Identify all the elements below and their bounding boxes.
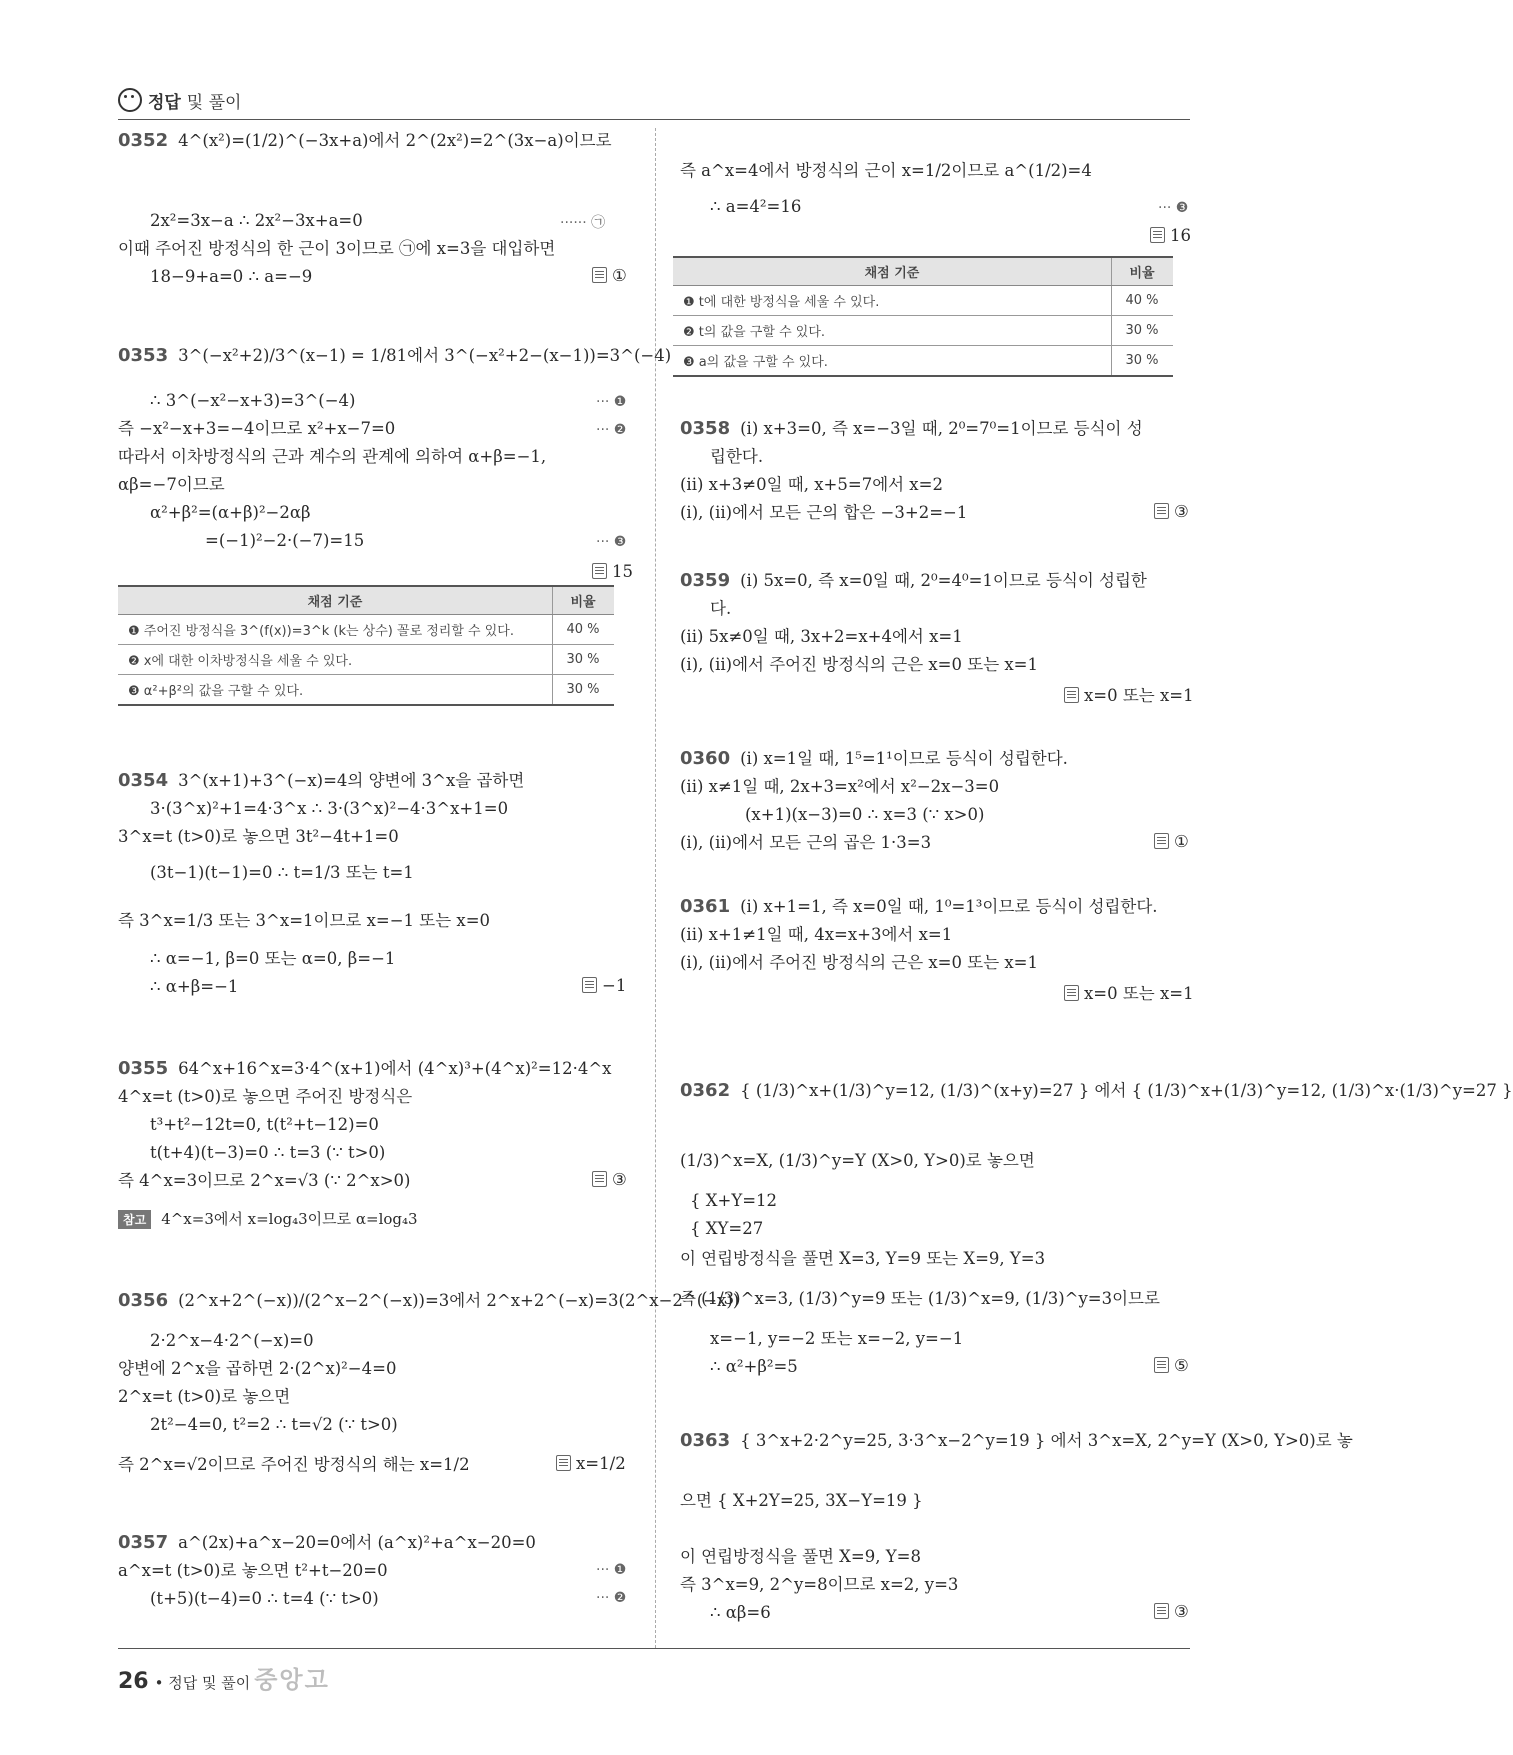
line-text: (ii) x≠1일 때, 2x+3=x²에서 x²−2x−3=0 [680,777,1000,796]
solution-line [150,1330,314,1352]
solution-line [118,474,225,496]
line-text: x=−1, y=−2 또는 x=−2, y=−1 [710,1329,964,1348]
criteria-cell: ❷ t의 값을 구할 수 있다. [673,316,1112,346]
line-text: 즉 4^x=3이므로 2^x=√3 (∵ 2^x>0) [118,1171,411,1190]
step-marker: ··· ❷ [596,422,627,438]
problem-number: 0356 [118,1290,169,1311]
line-text: (i) x+1=1, 즉 x=0일 때, 1⁰=1³이므로 등식이 성립한다. [740,897,1158,916]
problem-number: 0352 [118,130,169,151]
table-head-criteria: 채점 기준 [118,586,553,615]
answer-icon [1064,985,1079,1001]
problem-line [680,1080,1513,1102]
footer-rule [118,1648,1190,1649]
line-text: (ii) x+3≠0일 때, x+5=7에서 x=2 [680,475,943,494]
solution-line [118,1560,388,1582]
solution-line [150,862,414,884]
header-rule [118,119,1190,120]
answer-icon [1154,503,1169,519]
solution-line [150,210,363,232]
solution-line [680,1150,1035,1172]
solution-line [118,1086,412,1108]
line-text: ∴ αβ=6 [710,1603,771,1622]
answer-text: ③ [1174,1602,1189,1621]
step-marker: ······ ㉠ [560,215,606,231]
solution-line [150,1588,379,1610]
problem-line [680,896,1158,918]
page-number: 26 [118,1669,149,1694]
answer-text: ③ [1174,502,1189,521]
problem-line [680,1430,1353,1452]
table-head-ratio: 비율 [1112,257,1174,286]
step-marker: ··· ❷ [596,1590,627,1606]
answer-mark [1154,1602,1189,1621]
line-text: (3t−1)(t−1)=0 ∴ t=1/3 또는 t=1 [150,863,414,882]
line-text: { (1/3)^x+(1/3)^y=12, (1/3)^(x+y)=27 } 에서 { (1/3)^x+(1/3)^y=12, (1/3)^x·(1/3)^y=27 } [740,1081,1513,1100]
answer-text: x=0 또는 x=1 [1084,984,1194,1003]
line-text: 즉 (1/3)^x=3, (1/3)^y=9 또는 (1/3)^x=9, (1/3)^y=3이므로 [680,1289,1160,1308]
solution-line [680,1490,923,1512]
solution-line [690,1190,777,1212]
line-text: 4^(x²)=(1/2)^(−3x+a)에서 2^(2x²)=2^(3x−a)이므로 [178,131,612,150]
answer-mark [592,562,633,581]
line-text: 즉 3^x=9, 2^y=8이므로 x=2, y=3 [680,1575,959,1594]
line-text: 이 연립방정식을 풀면 X=9, Y=8 [680,1547,921,1566]
line-text: t³+t²−12t=0, t(t²+t−12)=0 [150,1115,379,1134]
criteria-cell: ❶ 주어진 방정식을 3^(f(x))=3^k (k는 상수) 꼴로 정리할 수 있다. [118,615,553,645]
line-text: (2^x+2^(−x))/(2^x−2^(−x))=3에서 2^x+2^(−x)=3(2^x−2^(−x)) [178,1291,740,1310]
line-text: 2t²−4=0, t²=2 ∴ t=√2 (∵ t>0) [150,1415,398,1434]
table-row [118,645,614,675]
line-text: { X+Y=12 [690,1191,778,1210]
line-text: a^x=t (t>0)로 놓으면 t²+t−20=0 [118,1561,388,1580]
criteria-cell: ❶ t에 대한 방정식을 세울 수 있다. [673,286,1112,316]
line-text: 으면 { X+2Y=25, 3X−Y=19 } [680,1491,923,1510]
page-footer [118,1660,330,1695]
table-row [673,316,1173,346]
line-text: 18−9+a=0 ∴ a=−9 [150,267,313,286]
line-text: 2·2^x−4·2^(−x)=0 [150,1331,314,1350]
line-text: 즉 −x²−x+3=−4이므로 x²+x−7=0 [118,419,396,438]
problem-number: 0359 [680,570,731,591]
line-text: (i) x=1일 때, 1⁵=1¹이므로 등식이 성립한다. [740,749,1068,768]
solution-line [680,952,1038,974]
solution-line [680,654,1038,676]
step-marker: ··· ❶ [596,1562,627,1578]
line-text: 따라서 이차방정식의 근과 계수의 관계에 의하여 α+β=−1, [118,447,547,466]
solution-line [118,1386,290,1408]
answer-icon [1154,1357,1169,1373]
solution-line [118,910,490,932]
line-text: 이때 주어진 방정식의 한 근이 3이므로 ㉠에 x=3을 대입하면 [118,239,556,258]
solution-line [150,1142,385,1164]
line-text: (ii) 5x≠0일 때, 3x+2=x+4에서 x=1 [680,627,963,646]
line-text: ∴ α²+β²=5 [710,1357,798,1376]
answer-mark [592,1170,627,1189]
answer-icon [592,267,607,283]
line-text: ∴ a=4²=16 [710,197,802,216]
line-text: 이 연립방정식을 풀면 X=3, Y=9 또는 X=9, Y=3 [680,1249,1046,1268]
table-row [673,346,1173,377]
reference-note [118,1208,418,1229]
answer-mark [592,266,627,285]
line-text: αβ=−7이므로 [118,475,225,494]
answer-icon [1154,1603,1169,1619]
answer-mark [1064,682,1194,706]
line-text: (i), (ii)에서 모든 근의 합은 −3+2=−1 [680,503,968,522]
problem-line [118,1058,611,1080]
solution-line [150,1114,379,1136]
solution-line [150,266,312,288]
solution-line [745,804,984,826]
line-text: (i), (ii)에서 주어진 방정식의 근은 x=0 또는 x=1 [680,655,1039,674]
answer-mark [1154,1356,1189,1375]
table-head-ratio: 비율 [553,586,615,615]
answer-icon [1150,227,1165,243]
answer-text: 16 [1170,226,1191,245]
table-head-criteria: 채점 기준 [673,257,1112,286]
answer-icon [592,1171,607,1187]
problem-line [680,748,1068,770]
answer-icon [1064,687,1079,703]
ratio-cell: 30 % [553,675,615,706]
line-text: 3·(3^x)²+1=4·3^x ∴ 3·(3^x)²−4·3^x+1=0 [150,799,509,818]
problem-line [118,770,524,792]
answer-icon [556,1455,571,1471]
answer-text: 15 [612,562,633,581]
solution-line [118,1454,470,1476]
line-text: { XY=27 [690,1219,764,1238]
solution-line [680,924,952,946]
line-text: 립한다. [710,447,764,466]
solution-line [710,1356,798,1378]
solution-line [118,238,555,260]
line-text: α²+β²=(α+β)²−2αβ [150,503,311,522]
answer-text: ⑤ [1174,1356,1189,1375]
solution-line [118,446,546,468]
line-text: { 3^x+2·2^y=25, 3·3^x−2^y=19 } 에서 3^x=X, 2^y=Y (X>0, Y>0)로 놓 [740,1431,1353,1450]
solution-line [680,1546,921,1568]
problem-number: 0361 [680,896,731,917]
smiley-icon [118,88,142,112]
line-text: 2^x=t (t>0)로 놓으면 [118,1387,291,1406]
ratio-cell: 30 % [1112,346,1174,377]
solution-line [710,196,801,218]
solution-line [710,1602,771,1624]
problem-number: 0355 [118,1058,169,1079]
line-text: 3^(x+1)+3^(−x)=4의 양변에 3^x을 곱하면 [178,771,525,790]
answer-mark [1064,980,1194,1004]
problem-number: 0360 [680,748,731,769]
solution-line [680,474,943,496]
answer-text: ① [612,266,627,285]
solution-line [118,1170,410,1192]
answer-icon [1154,833,1169,849]
answer-text: x=1/2 [576,1454,626,1473]
answer-text: ① [1174,832,1189,851]
answer-icon [592,563,607,579]
solution-line [680,1248,1045,1270]
scoring-table-0353 [118,585,614,706]
line-text: 3^x=t (t>0)로 놓으면 3t²−4t+1=0 [118,827,399,846]
line-text: (i) 5x=0, 즉 x=0일 때, 2⁰=4⁰=1이므로 등식이 성립한 [740,571,1147,590]
problem-line [118,345,671,367]
answer-text: x=0 또는 x=1 [1084,686,1194,705]
answer-mark [1150,226,1191,245]
line-text: ∴ 3^(−x²−x+3)=3^(−4) [150,391,356,410]
solution-line [118,1358,396,1380]
answer-mark [582,976,626,995]
solution-line [150,948,395,970]
solution-line [205,530,364,552]
solution-line [150,976,238,998]
line-text: 즉 a^x=4에서 방정식의 근이 x=1/2이므로 a^(1/2)=4 [680,161,1092,180]
problem-line [118,1532,536,1554]
line-text: 양변에 2^x을 곱하면 2·(2^x)²−4=0 [118,1359,397,1378]
line-text: 2x²=3x−a ∴ 2x²−3x+a=0 [150,211,363,230]
line-text: (ii) x+1≠1일 때, 4x=x+3에서 x=1 [680,925,953,944]
solution-line [680,160,1092,182]
ratio-cell: 40 % [553,615,615,645]
line-text: (i), (ii)에서 주어진 방정식의 근은 x=0 또는 x=1 [680,953,1039,972]
line-text: 즉 3^x=1/3 또는 3^x=1이므로 x=−1 또는 x=0 [118,911,491,930]
problem-number: 0362 [680,1080,731,1101]
line-text: (1/3)^x=X, (1/3)^y=Y (X>0, Y>0)로 놓으면 [680,1151,1035,1170]
ratio-cell: 30 % [1112,316,1174,346]
line-text: 64^x+16^x=3·4^(x+1)에서 (4^x)³+(4^x)²=12·4^x [178,1059,612,1078]
ratio-cell: 40 % [1112,286,1174,316]
line-text: (t+5)(t−4)=0 ∴ t=4 (∵ t>0) [150,1589,379,1608]
line-text: =(−1)²−2·(−7)=15 [205,531,365,550]
answer-mark [1154,502,1189,521]
solution-line [150,502,311,524]
line-text: (x+1)(x−3)=0 ∴ x=3 (∵ x>0) [745,805,985,824]
solution-line [680,832,931,854]
table-row [118,615,614,645]
line-text: 다. [710,599,732,618]
line-text: 4^x=t (t>0)로 놓으면 주어진 방정식은 [118,1087,413,1106]
header-title-bold: 정답 [148,93,181,113]
answer-mark [1154,832,1189,851]
note-text: 4^x=3에서 x=log₄3이므로 α=log₄3 [161,1210,418,1228]
problem-number: 0363 [680,1430,731,1451]
line-text: (i), (ii)에서 모든 근의 곱은 1·3=3 [680,833,932,852]
line-text: t(t+4)(t−3)=0 ∴ t=3 (∵ t>0) [150,1143,386,1162]
solution-line [118,826,399,848]
problem-line [680,418,1143,440]
solution-line [680,626,963,648]
line-text: (i) x+3=0, 즉 x=−3일 때, 2⁰=7⁰=1이므로 등식이 성 [740,419,1143,438]
table-row [118,675,614,706]
line-text: 즉 2^x=√2이므로 주어진 방정식의 해는 x=1/2 [118,1455,470,1474]
problem-number: 0354 [118,770,169,791]
problem-line [118,1290,739,1312]
scoring-table-0357 [673,256,1173,377]
problem-line [118,130,612,152]
solution-line [150,1414,398,1436]
line-text: 3^(−x²+2)/3^(x−1) = 1/81에서 3^(−x²+2−(x−1))=3^(−4) [178,346,672,365]
solution-line [680,502,967,524]
criteria-cell: ❸ a의 값을 구할 수 있다. [673,346,1112,377]
criteria-cell: ❷ x에 대한 이차방정식을 세울 수 있다. [118,645,553,675]
line-text: ∴ α+β=−1 [150,977,239,996]
step-marker: ··· ❸ [596,534,627,550]
solution-line [680,776,999,798]
answer-text: ③ [612,1170,627,1189]
line-text: a^(2x)+a^x−20=0에서 (a^x)²+a^x−20=0 [178,1533,536,1552]
answer-icon [582,977,597,993]
problem-number: 0357 [118,1532,169,1553]
solution-line [680,1288,1160,1310]
watermark: 중앙고 [254,1666,330,1694]
answer-text: −1 [602,976,627,995]
problem-number: 0353 [118,345,169,366]
table-row [673,286,1173,316]
solution-line [710,446,763,468]
solution-line [690,1218,763,1240]
header-title-rest: 및 풀이 [186,93,242,113]
solution-line [710,1328,963,1350]
note-tag: 참고 [118,1210,151,1229]
line-text: ∴ α=−1, β=0 또는 α=0, β=−1 [150,949,396,968]
solution-line [118,418,395,440]
footer-label: • 정답 및 풀이 [154,1674,251,1692]
solution-line [150,798,508,820]
solution-line [150,390,356,412]
problem-number: 0358 [680,418,731,439]
criteria-cell: ❸ α²+β²의 값을 구할 수 있다. [118,675,553,706]
step-marker: ··· ❶ [596,394,627,410]
problem-line [680,570,1147,592]
solution-line [680,1574,958,1596]
page-header [118,88,241,113]
answer-mark [556,1454,626,1473]
solution-line [710,598,731,620]
step-marker: ··· ❸ [1158,200,1189,216]
ratio-cell: 30 % [553,645,615,675]
